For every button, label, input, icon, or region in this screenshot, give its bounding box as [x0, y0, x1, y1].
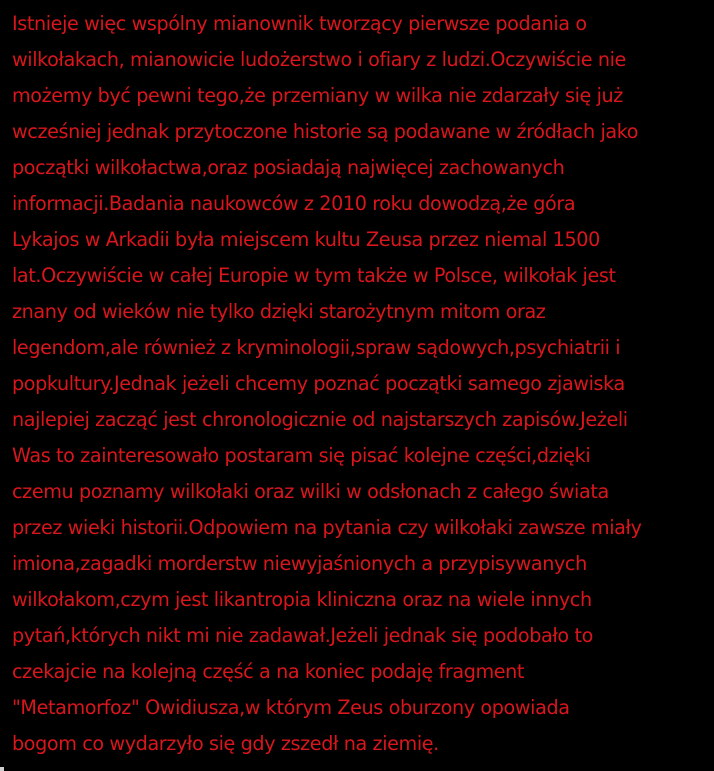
text-line: najlepiej zacząć jest chronologicznie od najstarszych zapisów.Jeżeli	[12, 408, 628, 431]
text-line: popkultury.Jednak jeżeli chcemy poznać początki samego zjawiska	[12, 372, 625, 395]
text-line: czemu poznamy wilkołaki oraz wilki w odsłonach z całego świata	[12, 480, 609, 503]
text-line: wilkołakom,czym jest likantropia kliniczna oraz na wiele innych	[12, 588, 592, 611]
text-line: pytań,których nikt mi nie zadawał.Jeżeli jednak się podobało to	[12, 624, 593, 647]
text-line: lat.Oczywiście w całej Europie w tym także w Polsce, wilkołak jest	[12, 264, 616, 287]
text-line: Was to zainteresowało postaram się pisać kolejne części,dzięki	[12, 444, 591, 467]
text-line: Istnieje więc wspólny mianownik tworzący pierwsze podania o	[12, 12, 587, 35]
text-line: "Metamorfoz" Owidiusza,w którym Zeus oburzony opowiada	[12, 696, 570, 719]
article-text	[12, 6, 710, 762]
text-line: informacji.Badania naukowców z 2010 roku dowodzą,że góra	[12, 192, 576, 215]
text-line: legendom,ale również z kryminologii,spraw sądowych,psychiatrii i	[12, 336, 621, 359]
text-line: możemy być pewni tego,że przemiany w wilka nie zdarzały się już	[12, 84, 623, 107]
text-line: znany od wieków nie tylko dzięki starożytnym mitom oraz	[12, 300, 546, 323]
text-line: początki wilkołactwa,oraz posiadają najwięcej zachowanych	[12, 156, 565, 179]
text-line: imiona,zagadki morderstw niewyjaśnionych a przypisywanych	[12, 552, 587, 575]
text-line: wcześniej jednak przytoczone historie są podawane w źródłach jako	[12, 120, 639, 143]
text-line: bogom co wydarzyło się gdy zszedł na ziemię.	[12, 732, 439, 755]
text-line: czekajcie na kolejną część a na koniec podaję fragment	[12, 660, 525, 683]
scroll-corner-marker	[0, 767, 4, 771]
text-line: przez wieki historii.Odpowiem na pytania czy wilkołaki zawsze miały	[12, 516, 642, 539]
text-line: Lykajos w Arkadii była miejscem kultu Zeusa przez niemal 1500	[12, 228, 600, 251]
text-line: wilkołakach, mianowicie ludożerstwo i ofiary z ludzi.Oczywiście nie	[12, 48, 626, 71]
